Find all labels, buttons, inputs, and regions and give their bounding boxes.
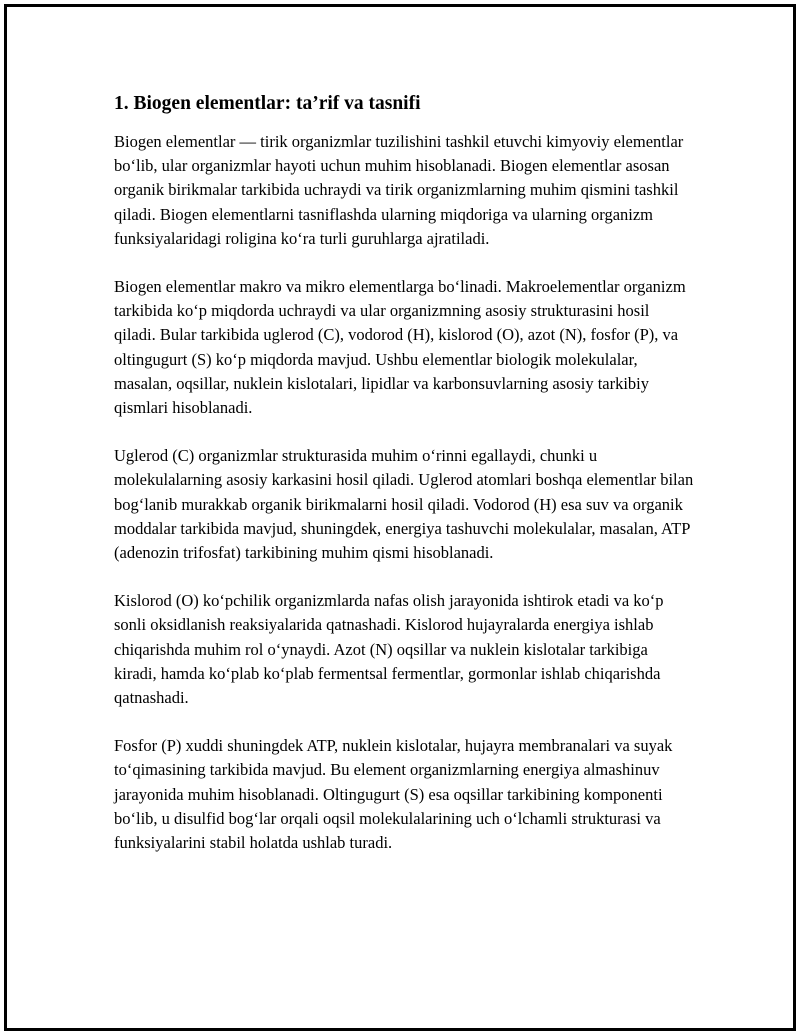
section-heading: 1. Biogen elementlar: ta’rif va tasnifi: [114, 93, 421, 114]
paragraph-macro-micro: Biogen elementlar makro va mikro elementlarga boʻlinadi. Makroelementlar organizm tarkibida koʻp miqdorda uchraydi va ular organizmning asosiy strukturasini hosil qiladi. Bular tarkibida uglerod (C), vodorod (H), kislorod (O), azot (N), fosfor (P), va oltingugurt (S) koʻp miqdorda mavjud. Ushbu elementlar biologik molekulalar, masalan, oqsillar, nuklein kislotalari, lipidlar va karbonsuvlarning asosiy tarkibiy qismlari hisoblanadi.: [114, 277, 686, 418]
paragraph-oxygen-nitrogen: Kislorod (O) koʻpchilik organizmlarda nafas olish jarayonida ishtirok etadi va koʻp sonli oksidlanish reaksiyalarida qatnashadi. Kislorod hujayralarda energiya ishlab chiqarishda muhim rol oʻynaydi. Azot (N) oqsillar va nuklein kislotalar tarkibiga kiradi, hamda koʻplab koʻplab fermentsal fermentlar, gormonlar ishlab chiqarishda qatnashadi.: [114, 591, 664, 708]
paragraph-phosphorus-sulfur: Fosfor (P) xuddi shuningdek ATP, nuklein kislotalar, hujayra membranalari va suyak toʻqimasining tarkibida mavjud. Bu element organizmlarning energiya almashinuv jarayonida muhim hisoblanadi. Oltingugurt (S) esa oqsillar tarkibining komponenti boʻlib, u disulfid bogʻlar orqali oqsil molekulalarining uch oʻlchamli strukturasi va funksiyalarini stabil holatda ushlab turadi.: [114, 736, 673, 853]
paragraph-definition: Biogen elementlar — tirik organizmlar tuzilishini tashkil etuvchi kimyoviy elementlar boʻlib, ular organizmlar hayoti uchun muhim hisoblanadi. Biogen elementlar asosan organik birikmalar tarkibida uchraydi va tirik organizmlarning muhim qismini tashkil qiladi. Biogen elementlarni tasniflashda ularning miqdoriga va ularning organizm funksiyalaridagi roligina koʻra turli guruhlarga ajratiladi.: [114, 132, 684, 248]
paragraph-carbon-hydrogen: Uglerod (C) organizmlar strukturasida muhim oʻrinni egallaydi, chunki u molekulalarning asosiy karkasini hosil qiladi. Uglerod atomlari boshqa elementlar bilan bogʻlanib murakkab organik birikmalarni hosil qiladi. Vodorod (H) esa suv va organik moddalar tarkibida mavjud, shuningdek, energiya tashuvchi molekulalar, masalan, ATP (adenozin trifosfat) tarkibining muhim qismi hisoblanadi.: [114, 446, 694, 563]
document-content: [114, 92, 694, 879]
